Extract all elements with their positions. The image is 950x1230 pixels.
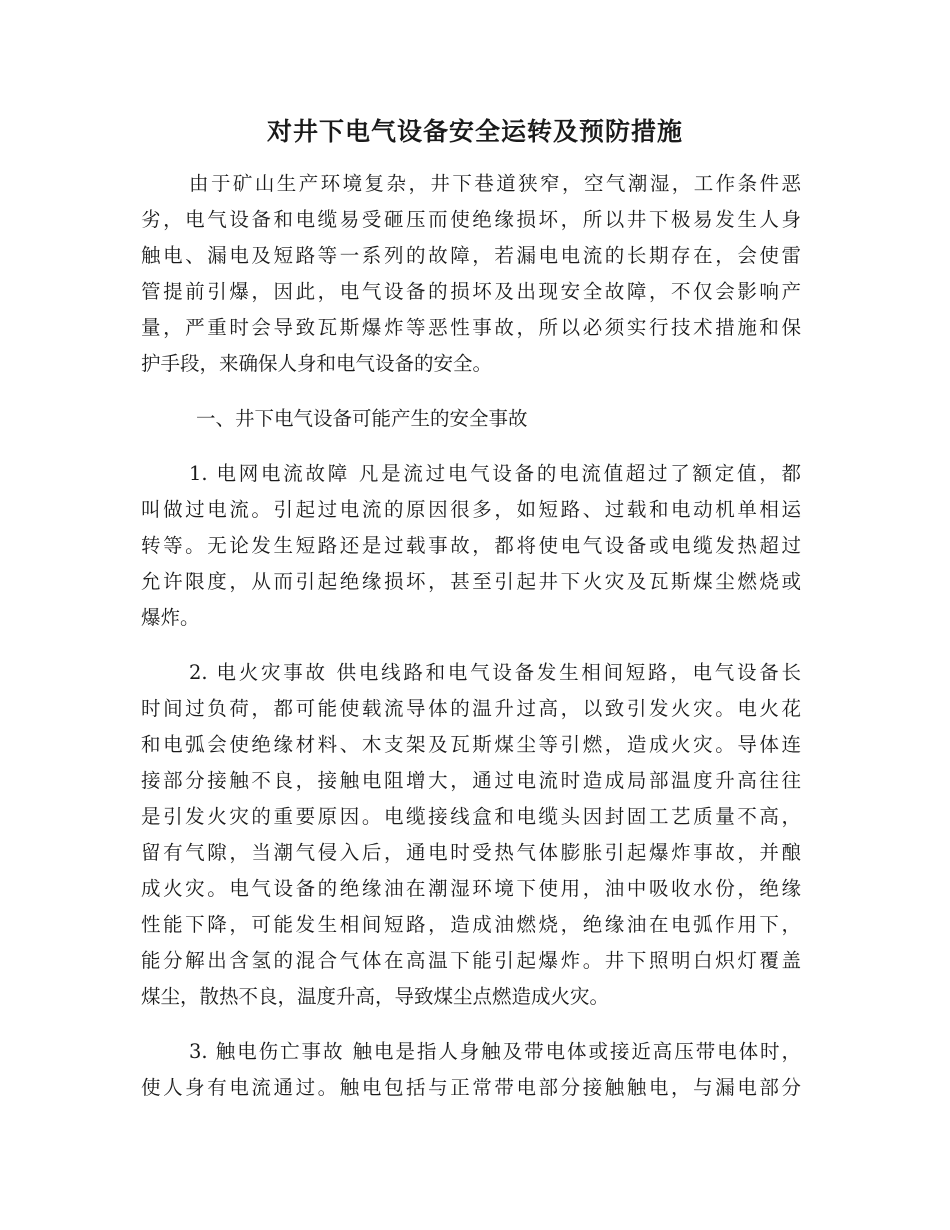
paragraph-line: 2. 电火灾事故 供电线路和电气设备发生相间短路，电气设备长 xyxy=(189,661,801,684)
paragraph-line: 使人身有电流通过。触电包括与正常带电部分接触触电，与漏电部分 xyxy=(141,1076,801,1099)
paragraph-line: 护手段，来确保人身和电气设备的安全。 xyxy=(141,352,493,375)
paragraph-line: 叫做过电流。引起过电流的原因很多，如短路、过载和电动机单相运 xyxy=(141,498,801,521)
paragraph-line: 性能下降，可能发生相间短路，造成油燃烧，绝缘油在电弧作用下， xyxy=(141,913,801,936)
paragraph-line: 爆炸。 xyxy=(141,606,200,629)
paragraph-line: 1. 电网电流故障 凡是流过电气设备的电流值超过了额定值，都 xyxy=(189,462,801,485)
paragraph-line: 转等。无论发生短路还是过载事故，都将使电气设备或电缆发热超过 xyxy=(141,534,801,557)
paragraph-line: 由于矿山生产环境复杂，井下巷道狭窄，空气潮湿，工作条件恶 xyxy=(189,172,801,195)
paragraph-line: 量，严重时会导致瓦斯爆炸等恶性事故，所以必须实行技术措施和保 xyxy=(141,316,801,339)
document-title: 对井下电气设备安全运转及预防措施 xyxy=(266,117,683,146)
paragraph-line: 和电弧会使绝缘材料、木支架及瓦斯煤尘等引燃，造成火灾。导体连 xyxy=(141,733,801,756)
paragraph-line: 管提前引爆，因此，电气设备的损坏及出现安全故障，不仅会影响产 xyxy=(141,280,801,303)
paragraph-line: 劣，电气设备和电缆易受砸压而使绝缘损坏，所以井下极易发生人身 xyxy=(141,208,801,231)
paragraph-line: 3. 触电伤亡事故 触电是指人身触及带电体或接近高压带电体时， xyxy=(189,1040,801,1063)
paragraph-line: 留有气隙，当潮气侵入后，通电时受热气体膨胀引起爆炸事故，并酿 xyxy=(141,841,801,864)
paragraph-line: 能分解出含氢的混合气体在高温下能引起爆炸。井下照明白炽灯覆盖 xyxy=(141,949,801,972)
section-heading: 一、井下电气设备可能产生的安全事故 xyxy=(196,407,528,430)
paragraph-line: 允许限度，从而引起绝缘损坏，甚至引起井下火灾及瓦斯煤尘燃烧或 xyxy=(141,570,801,593)
paragraph-line: 是引发火灾的重要原因。电缆接线盒和电缆头因封固工艺质量不高， xyxy=(141,805,801,828)
paragraph-line: 成火灾。电气设备的绝缘油在潮湿环境下使用，油中吸收水份，绝缘 xyxy=(141,877,801,900)
paragraph-line: 触电、漏电及短路等一系列的故障，若漏电电流的长期存在，会使雷 xyxy=(141,244,801,267)
paragraph-line: 接部分接触不良，接触电阻增大，通过电流时造成局部温度升高往往 xyxy=(141,769,801,792)
paragraph-line: 时间过负荷，都可能使载流导体的温升过高，以致引发火灾。电火花 xyxy=(141,697,801,720)
paragraph-line: 煤尘，散热不良，温度升高，导致煤尘点燃造成火灾。 xyxy=(141,985,610,1008)
